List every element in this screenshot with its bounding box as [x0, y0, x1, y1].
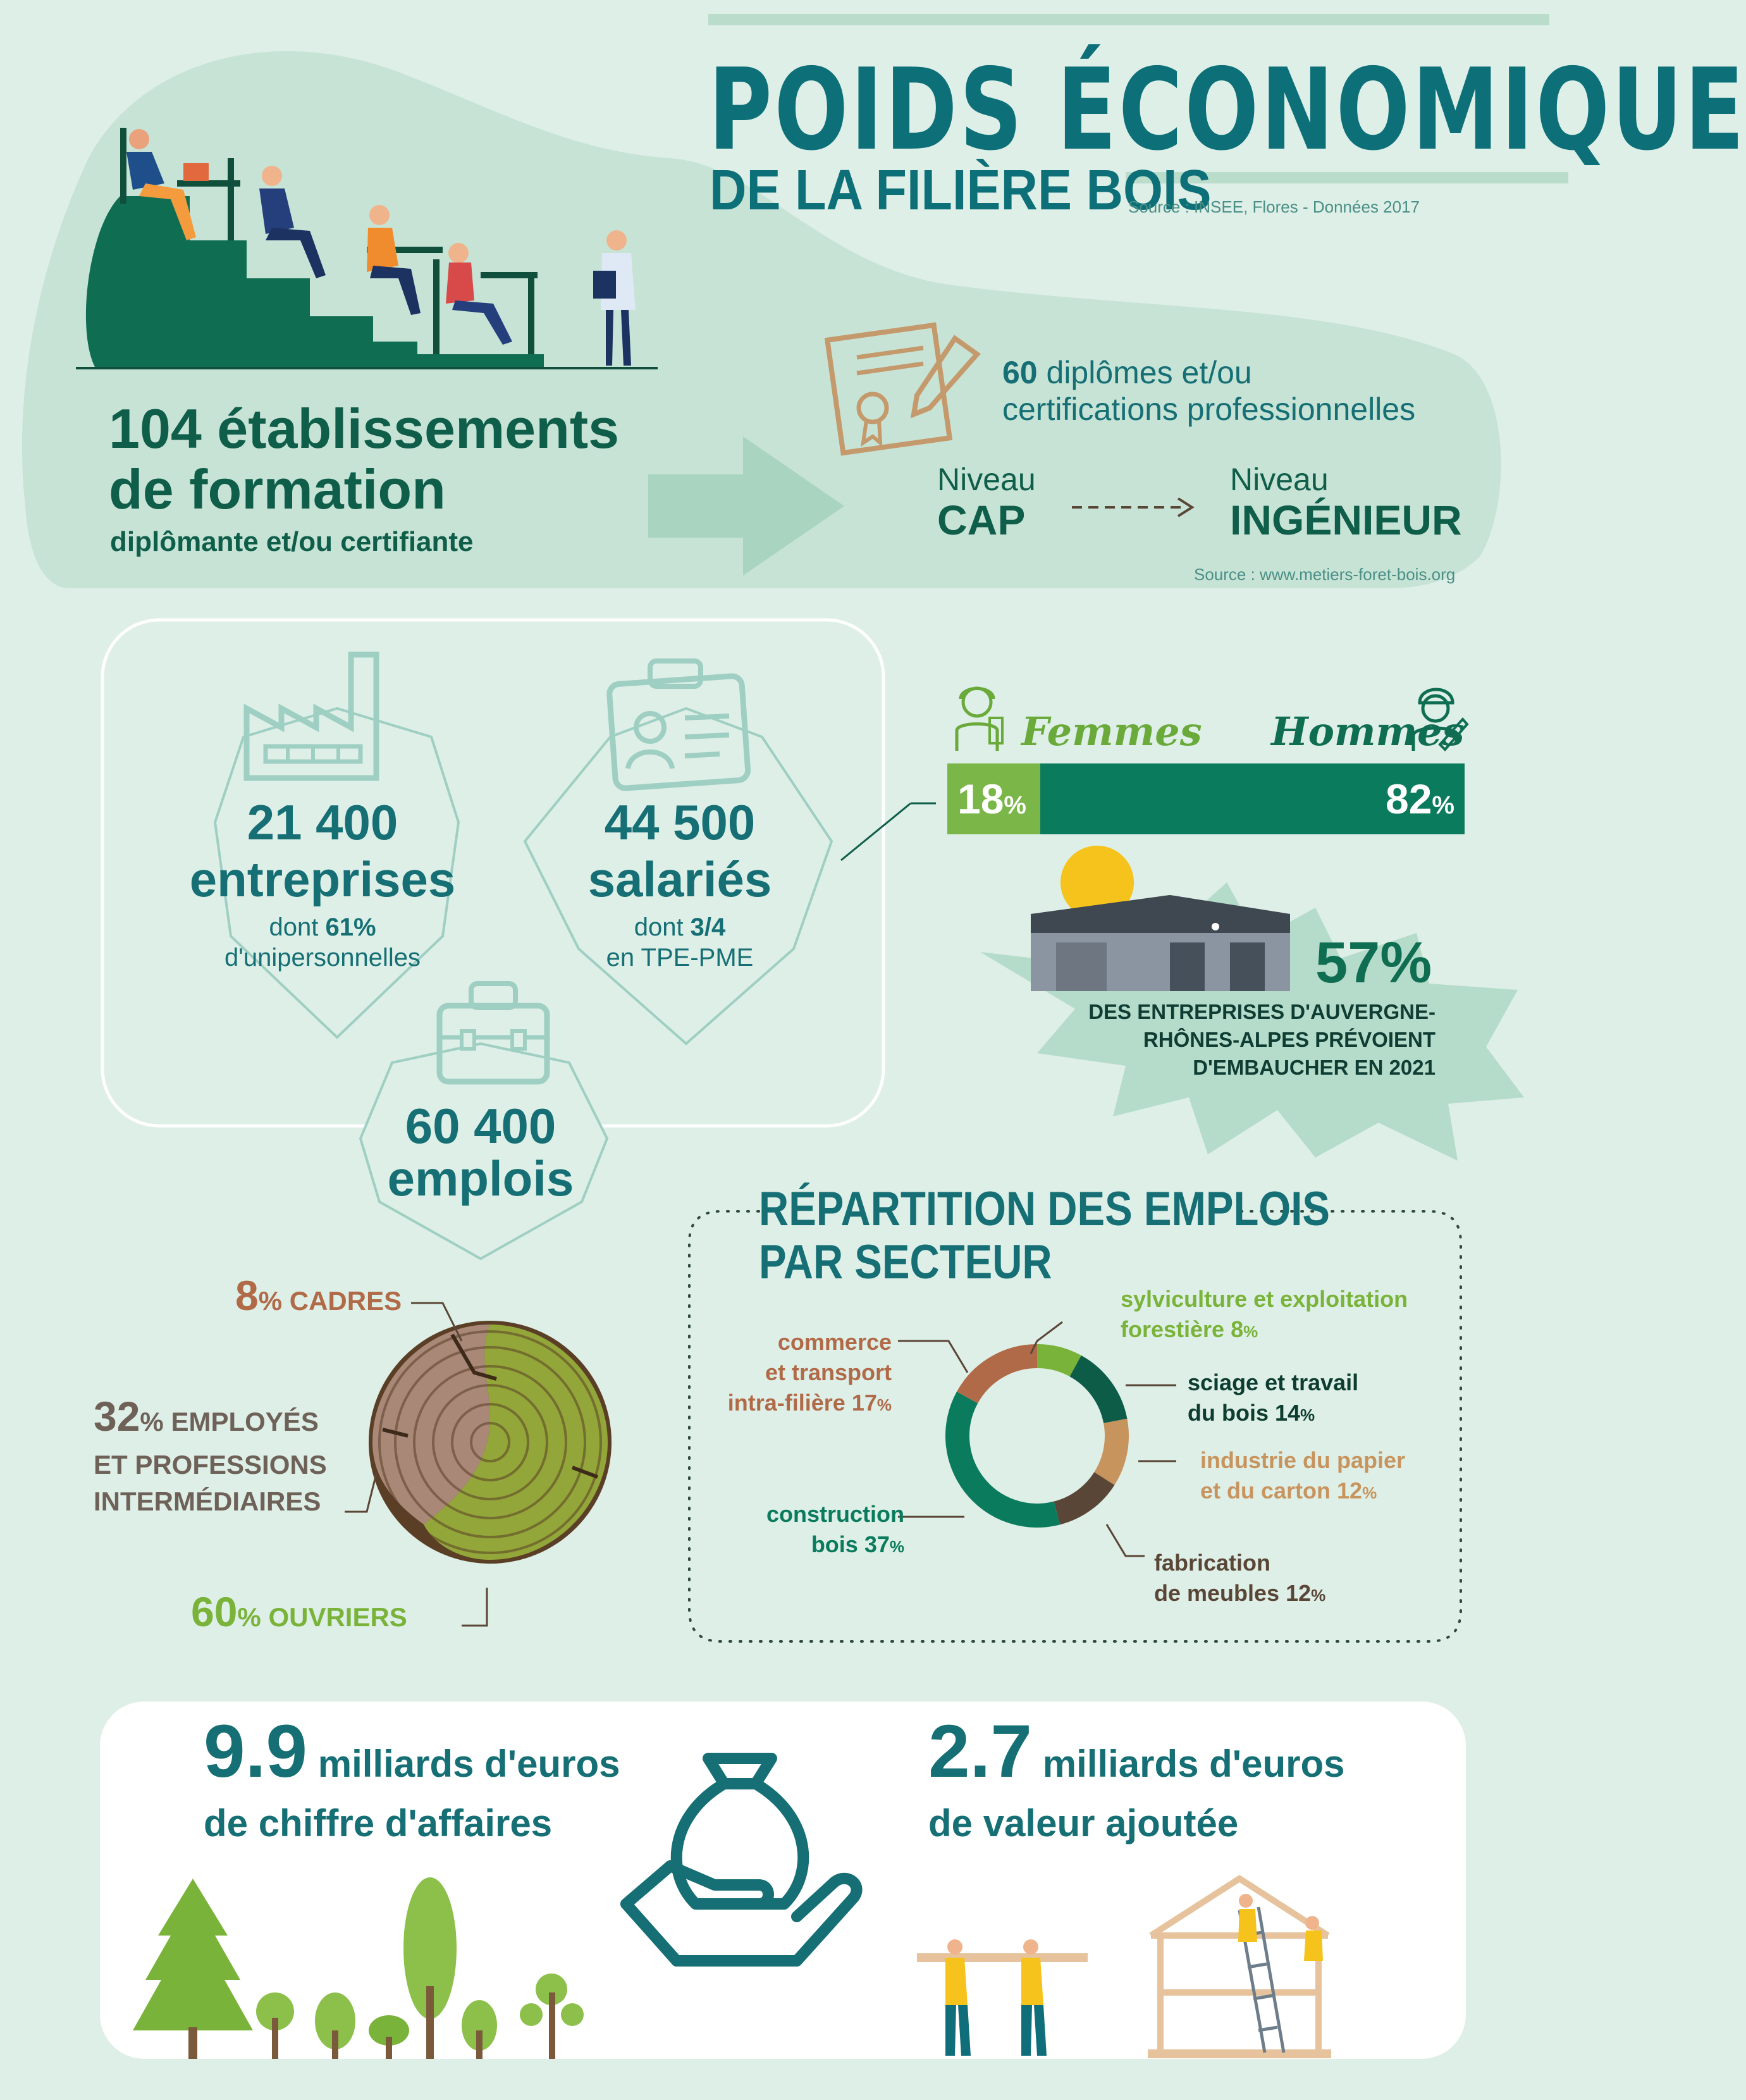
man-worker-icon [1407, 680, 1470, 753]
sector-meubles-line2: de meubles [1154, 1580, 1286, 1606]
chiffre-affaires-line1: milliards d'euros [307, 1743, 620, 1785]
source-metiers: Source : www.metiers-foret-bois.org [1194, 565, 1456, 584]
salaries-sub1-pre: dont [634, 913, 691, 941]
entreprises-number: 21 400 [247, 794, 398, 850]
sector-sylviculture-line2: forestière [1121, 1316, 1231, 1342]
cadres-label [235, 1271, 402, 1319]
sector-label-sciage [1188, 1368, 1358, 1430]
formation-sub: diplômante et/ou certifiante [110, 526, 474, 557]
valeur-ajoutee [928, 1710, 1345, 1848]
femmes-pct-value: 18 [957, 775, 1004, 822]
embauche-line3: D'EMBAUCHER EN 2021 [1193, 1056, 1436, 1079]
sector-label-commerce [683, 1327, 892, 1420]
ouvriers-value: 60 [191, 1588, 238, 1635]
niveau-label-to: Niveau [1230, 462, 1329, 497]
dashed-arrow-icon [1072, 495, 1198, 520]
embauche-line2: RHÔNES-ALPES PRÉVOIENT [1143, 1028, 1436, 1051]
salaries-number: 44 500 [604, 794, 756, 850]
salaries-sub1-value: 3/4 [690, 913, 726, 941]
gender-bar [947, 763, 1465, 834]
woman-worker-icon [952, 680, 1009, 753]
diplomes-number: 60 [1002, 355, 1038, 390]
hommes-label: Hommes [1271, 708, 1465, 755]
employes-label [94, 1393, 327, 1520]
emplois-number: 60 400 [405, 1098, 556, 1154]
employes-pct-sign: % [140, 1407, 164, 1436]
sector-label-meubles [1154, 1548, 1325, 1610]
sector-commerce-pct: % [876, 1395, 892, 1414]
niveau-from [937, 462, 1036, 543]
chiffre-affaires-line2: de chiffre d'affaires [204, 1802, 553, 1844]
source-insee: Source : INSEE, Flores - Données 2017 [1128, 197, 1420, 216]
ouvriers-text: OUVRIERS [268, 1602, 407, 1632]
salaries-sub1 [493, 912, 866, 942]
sector-label-sylviculture [1121, 1284, 1408, 1347]
sector-meubles-value: 12 [1286, 1580, 1312, 1606]
entreprises-sub1-value: 61% [325, 913, 376, 941]
forest-illustration [139, 1860, 594, 2062]
entreprises-sub2: d'unipersonnelles [224, 944, 421, 972]
sector-sciage-pct: % [1300, 1405, 1315, 1424]
factory-icon [243, 652, 383, 784]
sector-construction-pct: % [889, 1537, 904, 1556]
ouvriers-pct-sign: % [237, 1602, 261, 1632]
page-subtitle: DE LA FILIÈRE BOIS [710, 159, 1212, 222]
chiffre-affaires-number: 9.9 [204, 1710, 308, 1793]
repartition-title [759, 1183, 1330, 1289]
femmes-pct-sign: % [1004, 791, 1026, 819]
sector-meubles-line1: fabrication [1154, 1550, 1271, 1576]
niveau-cap: CAP [937, 497, 1026, 543]
diplomes-line2: certifications professionnelles [1002, 392, 1416, 427]
sector-papier-pct: % [1362, 1483, 1377, 1502]
hommes-pct-value: 82 [1386, 775, 1432, 822]
entreprises-label: entreprises [189, 851, 456, 907]
money-bag-hand-icon [613, 1746, 879, 1992]
sector-sciage-line2: du bois [1188, 1400, 1275, 1426]
employes-text3: INTERMÉDIAIRES [94, 1486, 321, 1516]
entreprises-sub1 [139, 912, 506, 942]
sector-label-papier [1200, 1445, 1405, 1508]
sector-sciage-line1: sciage et travail [1188, 1369, 1359, 1395]
salaries-label: salariés [587, 851, 772, 907]
employes-text2: ET PROFESSIONS [94, 1450, 327, 1479]
sector-construction-line1: construction [766, 1501, 904, 1527]
sector-sylviculture-value: 8 [1231, 1316, 1244, 1342]
repartition-title-line1: RÉPARTITION DES EMPLOIS [759, 1182, 1331, 1236]
hommes-pct [1386, 775, 1454, 823]
sector-meubles-pct: % [1311, 1586, 1326, 1605]
sector-commerce-line2: intra-filière [727, 1390, 852, 1416]
femmes-label: Femmes [1021, 708, 1202, 755]
embauche-text [1075, 998, 1436, 1082]
sector-papier-line1: industrie du papier [1200, 1447, 1406, 1473]
sector-commerce-value: 17 [851, 1390, 877, 1416]
sector-label-construction [696, 1499, 904, 1562]
briefcase-icon [433, 977, 553, 1088]
employes-text1: EMPLOYÉS [171, 1407, 319, 1436]
valeur-ajoutee-number: 2.7 [928, 1710, 1033, 1793]
formation-count [109, 398, 619, 520]
niveau-to [1230, 462, 1462, 543]
certificate-icon [828, 319, 987, 452]
sector-commerce-line1b: et transport [765, 1359, 892, 1385]
sector-sciage-value: 14 [1275, 1400, 1301, 1426]
femmes-pct [957, 775, 1026, 823]
classroom-illustration [76, 120, 658, 373]
repartition-title-line2: PAR SECTEUR [759, 1235, 1052, 1289]
id-badge-icon [606, 658, 751, 791]
sector-papier-line2: et du carton [1200, 1478, 1337, 1504]
formation-count-line1: 104 établissements [109, 397, 620, 460]
niveau-label-from: Niveau [937, 462, 1036, 497]
diplomes-text [1002, 354, 1415, 428]
entreprises-sub1-pre: dont [269, 913, 326, 941]
sector-construction-line2: bois [811, 1531, 864, 1557]
valeur-ajoutee-line1: milliards d'euros [1032, 1743, 1345, 1785]
sector-sylviculture-pct: % [1243, 1322, 1258, 1341]
sector-construction-value: 37 [864, 1531, 890, 1557]
sector-papier-value: 12 [1337, 1478, 1363, 1504]
niveau-ingenieur: INGÉNIEUR [1230, 497, 1462, 543]
connector-line [841, 800, 936, 863]
ouvriers-label [191, 1588, 407, 1636]
chiffre-affaires [204, 1710, 620, 1848]
arrow-right-icon [648, 436, 844, 576]
formation-count-line2: de formation [109, 458, 446, 521]
page-title: POIDS ÉCONOMIQUE [708, 44, 1746, 175]
emplois-label: emplois [387, 1151, 574, 1206]
salaries-sub2: en TPE-PME [606, 944, 754, 972]
cadres-pct-sign: % [258, 1286, 283, 1316]
sector-sylviculture-line1: sylviculture et exploitation [1121, 1286, 1408, 1312]
embauche-pct: 57% [1315, 930, 1432, 995]
employes-value: 32 [94, 1393, 140, 1440]
cadres-value: 8 [235, 1272, 259, 1319]
builders-illustration [911, 1872, 1391, 2062]
cadres-text: CADRES [289, 1286, 402, 1316]
sector-commerce-line1: commerce [777, 1329, 892, 1355]
hommes-pct-sign: % [1432, 791, 1454, 819]
embauche-line1: DES ENTREPRISES D'AUVERGNE- [1088, 1000, 1436, 1023]
diplomes-line1: diplômes et/ou [1037, 355, 1252, 390]
valeur-ajoutee-line2: de valeur ajoutée [928, 1802, 1239, 1844]
